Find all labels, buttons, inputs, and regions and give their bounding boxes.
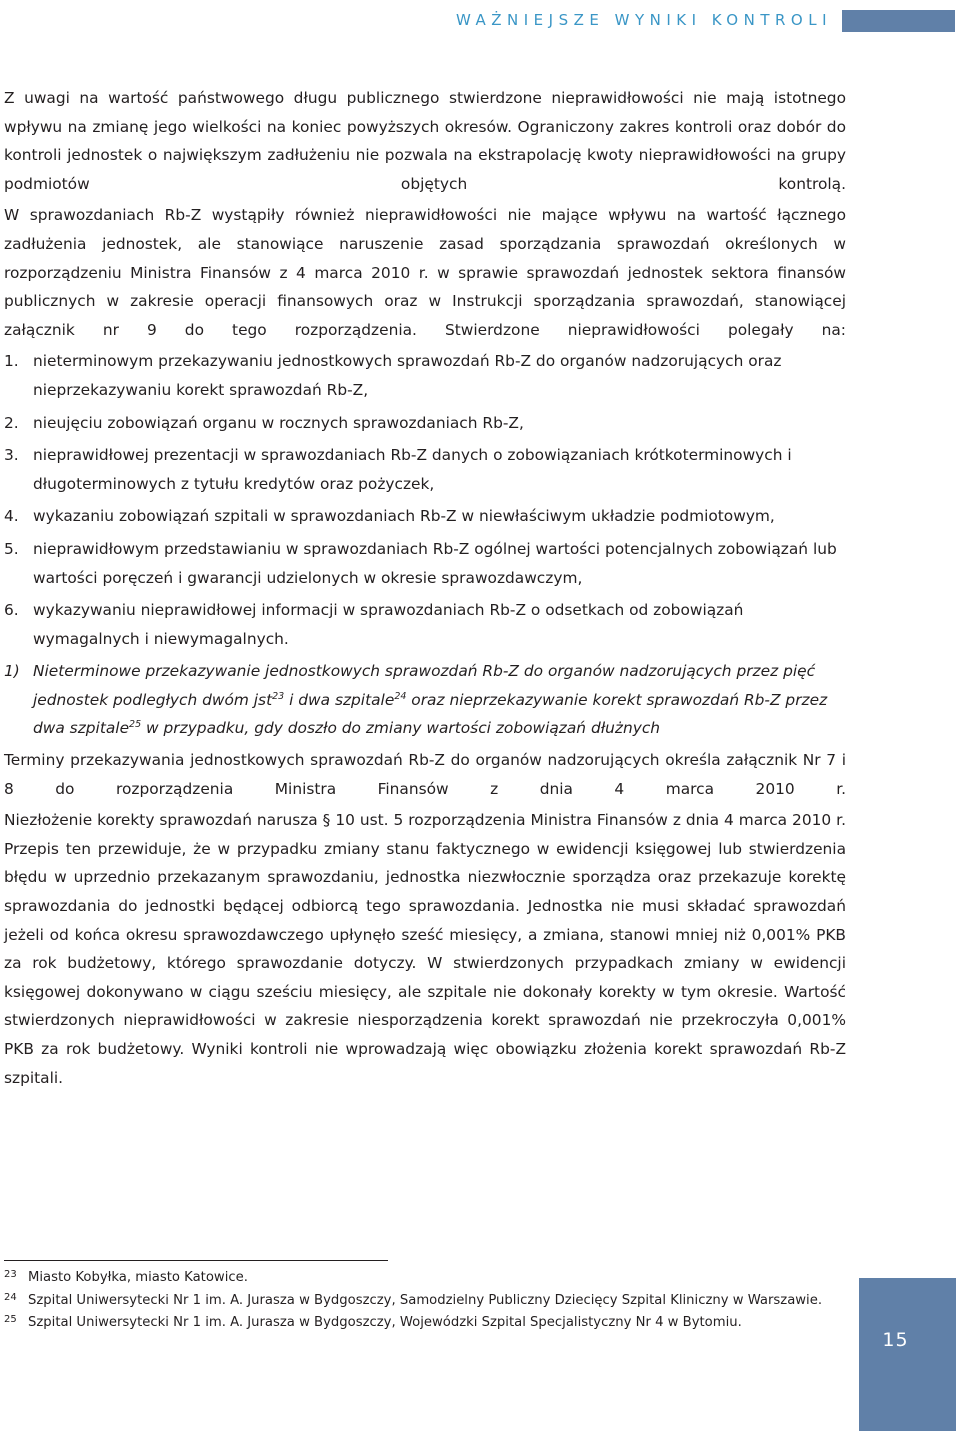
footnote-text: Szpital Uniwersytecki Nr 1 im. A. Jurasza w Bydgoszczy, Wojewódzki Szpital Specjalistyczny Nr 4 w Bytomiu. — [28, 1315, 742, 1331]
footnote-number: 25 — [4, 1314, 17, 1326]
list-text: nieprawidłowym przedstawianiu w sprawozdaniach Rb-Z ogólnej wartości potencjalnych zobowiązań lub wartości poręczeń i gwarancji udzielonych w okresie sprawozdawczym, — [33, 539, 837, 587]
footnote-25 — [4, 1312, 849, 1335]
footnote-ref-24[interactable]: 24 — [394, 690, 407, 702]
note-part-1: Nieterminowe przekazywanie jednostkowych sprawozdań Rb-Z do organów nadzorujących przez pięć jednostek podległych dwóm jst — [33, 662, 816, 709]
italic-note — [4, 657, 846, 743]
list-item — [4, 347, 846, 404]
list-text: wykazywaniu nieprawidłowej informacji w sprawozdaniach Rb-Z o odsetkach od zobowiązań wymagalnych i niewymagalnych. — [33, 601, 744, 648]
list-item — [4, 596, 846, 653]
list-item — [4, 441, 846, 498]
footnote-ref-25[interactable]: 25 — [129, 719, 142, 731]
footnote-text: Miasto Kobyłka, miasto Katowice. — [28, 1270, 248, 1285]
footnote-23 — [4, 1267, 849, 1290]
page-number: 15 — [882, 1329, 909, 1351]
paragraph-4: Niezłożenie korekty sprawozdań narusza § 10 ust. 5 rozporządzenia Ministra Finansów z dnia 4 marca 2010 r. Przepis ten przewiduje, że w przypadku zmiany stanu faktycznego w ewidencji księgowej lub stwierdzenia błędu w uprzednio przekazanym sprawozdaniu, jednostka niezwłocznie sporządza oraz przekazuje korektę sprawozdania do jednostki będącej odbiorcą tego sprawozdania. Jednostka nie musi składać sprawozdań jeżeli od końca okresu sprawozdawczego upłynęło sześć miesięcy, a zmiana, stanowi mniej niż 0,001% PKB za rok budżetowy, którego sprawozdanie dotyczy. W stwierdzonych przypadkach zmiany w ewidencji księgowej dokonywano w ciągu sześciu miesięcy, ale szpitale nie dokonały korekty w tym okresie. Wartość stwierdzonych nieprawidłowości w zakresie niesporządzenia korekt sprawozdań nie przekroczyła 0,001% PKB za rok budżetowy. Wyniki kontroli nie wprowadzają więc obowiązku złożenia korekt sprawozdań Rb-Z szpitali. — [4, 811, 846, 1087]
note-part-3: oraz nieprzekazywanie korekt sprawozdań Rb-Z przez dwa szpitale — [33, 690, 828, 738]
list-text: nieterminowym przekazywaniu jednostkowych sprawozdań Rb-Z do organów nadzorujących oraz nieprzekazywaniu korekt sprawozdań Rb-Z, — [33, 352, 782, 399]
list-text: nieprawidłowej prezentacji w sprawozdaniach Rb-Z danych o zobowiązaniach krótkoterminowych i długoterminowych z tytułu kredytów oraz pożyczek, — [33, 446, 792, 493]
list-number: 4. — [4, 507, 19, 526]
list-number: 3. — [4, 446, 19, 465]
footnote-number: 24 — [4, 1291, 17, 1303]
list-item — [4, 535, 846, 592]
section-title: WAŻNIEJSZE WYNIKI KONTROLI — [455, 11, 832, 29]
list-number: 6. — [4, 601, 19, 620]
footnote-24 — [4, 1290, 849, 1313]
footnote-number: 23 — [4, 1269, 17, 1280]
note-text — [33, 657, 846, 743]
footnote-divider — [4, 1260, 388, 1261]
note-number: 1) — [4, 662, 20, 681]
note-part-4: w przypadku, gdy doszło do zmiany wartości zobowiązań dłużnych — [141, 719, 661, 738]
list-item — [4, 409, 846, 438]
paragraph-2: W sprawozdaniach Rb-Z wystąpiły również nieprawidłowości nie mające wpływu na wartość łącznego zadłużenia jednostek, ale stanowiące naruszenie zasad sporządzania sprawozdań określonych w rozporządzeniu Ministra Finansów z 4 marca 2010 r. w sprawie sprawozdań jednostek sektora finansów publicznych w zakresie operacji finansowych oraz w Instrukcji sporządzania sprawozdań, stanowiącej załącznik nr 9 do tego rozporządzenia. Stwierdzone nieprawidłowości polegały na: — [4, 206, 846, 339]
list-text: nieujęciu zobowiązań organu w rocznych sprawozdaniach Rb-Z, — [33, 413, 524, 432]
paragraph-3: Terminy przekazywania jednostkowych sprawozdań Rb-Z do organów nadzorujących określa załącznik Nr 7 i 8 do rozporządzenia Ministra Finansów z dnia 4 marca 2010 r. — [4, 751, 846, 798]
list-number: 2. — [4, 413, 19, 432]
note-part-2: i dwa szpitale — [284, 690, 395, 709]
footnote-ref-23[interactable]: 23 — [272, 690, 285, 702]
list-number: 1. — [4, 352, 19, 371]
page-content — [4, 84, 846, 1095]
page-header — [0, 5, 960, 27]
footnotes — [4, 1260, 849, 1335]
page-number-box — [859, 1278, 956, 1431]
irregularities-list — [4, 347, 846, 653]
footnote-text: Szpital Uniwersytecki Nr 1 im. A. Jurasza w Bydgoszczy, Samodzielny Publiczny Dziecięcy Szpital Kliniczny w Warszawie. — [28, 1292, 823, 1308]
list-item — [4, 502, 846, 531]
list-number: 5. — [4, 539, 19, 558]
header-accent-block — [842, 10, 955, 32]
list-text: wykazaniu zobowiązań szpitali w sprawozdaniach Rb-Z w niewłaściwym układzie podmiotowym, — [33, 507, 775, 526]
paragraph-1: Z uwagi na wartość państwowego długu publicznego stwierdzone nieprawidłowości nie mają istotnego wpływu na zmianę jego wielkości na koniec powyższych okresów. Ograniczony zakres kontroli oraz dobór do kontroli jednostek o największym zadłużeniu nie pozwala na ekstrapolację kwoty nieprawidłowości na grupy podmiotów objętych kontrolą. — [4, 89, 846, 193]
